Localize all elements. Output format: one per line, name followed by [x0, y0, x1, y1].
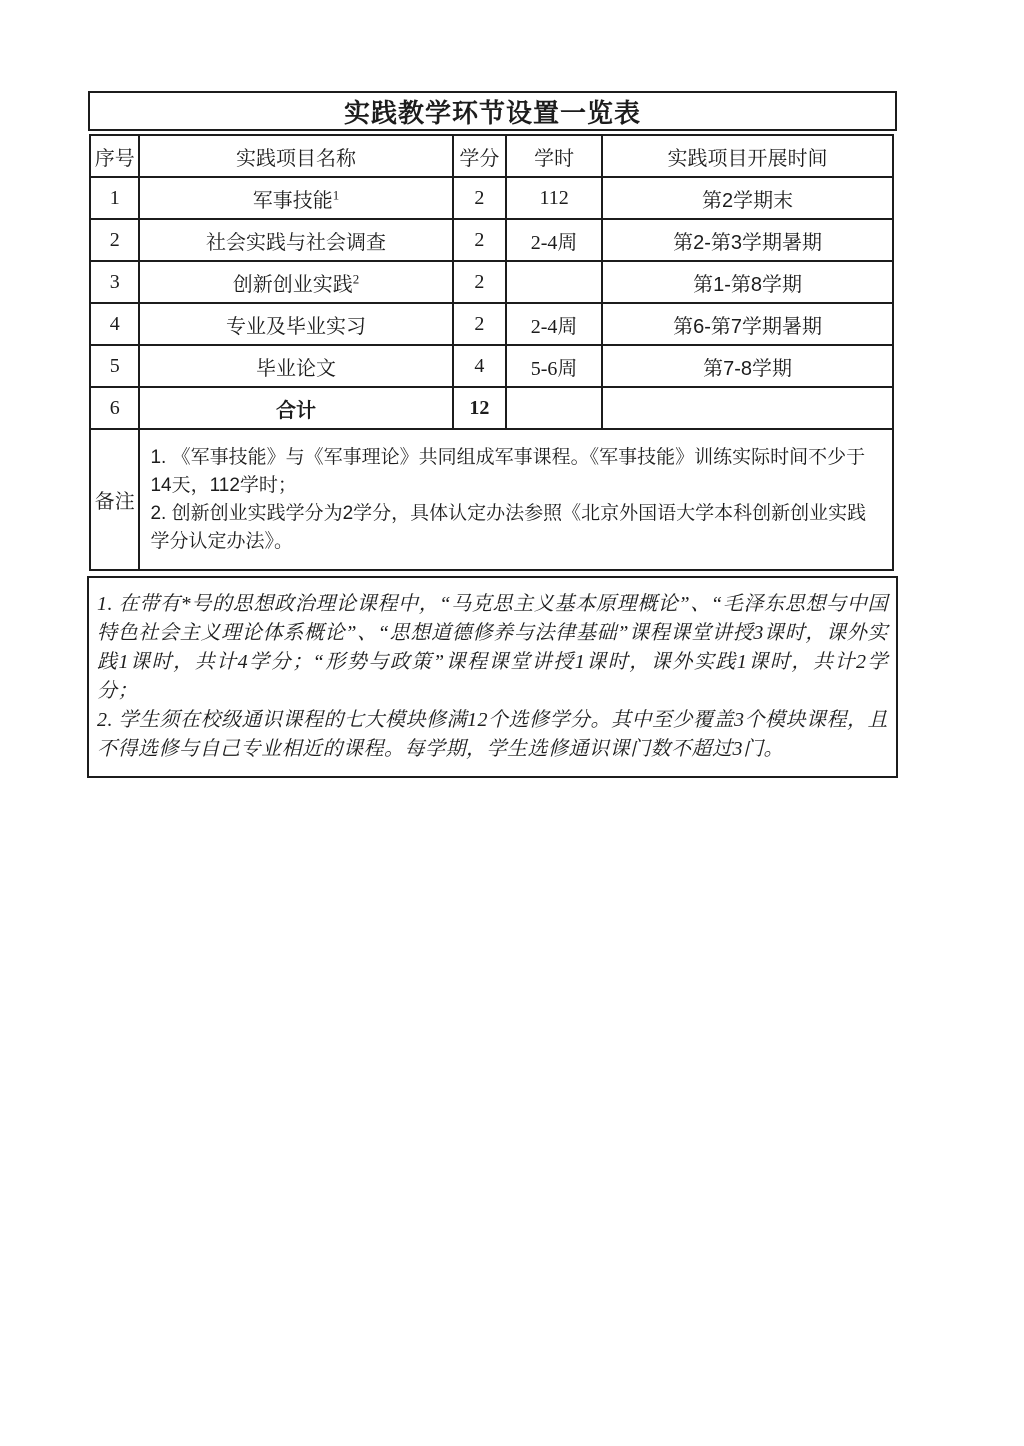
remark-line-2: 2. 创新创业实践学分为2学分，具体认定办法参照《北京外国语大学本科创新创业实践学分认定办法》。 [150, 502, 867, 552]
cell-hours [506, 261, 602, 303]
cell-schedule: 第2学期末 [602, 177, 893, 219]
cell-seq-no: 2 [90, 219, 139, 261]
cell-hours: 2-4周 [506, 219, 602, 261]
cell-project-name [139, 219, 452, 261]
cell-seq-no: 6 [90, 387, 139, 429]
cell-schedule: 第6-第7学期暑期 [602, 303, 893, 345]
header-schedule: 实践项目开展时间 [602, 135, 893, 177]
cell-schedule: 第1-第8学期 [602, 261, 893, 303]
remark-content [139, 429, 893, 570]
cell-seq-no: 3 [90, 261, 139, 303]
table-row [90, 345, 893, 387]
remark-label: 备注 [90, 429, 139, 570]
cell-hours [506, 387, 602, 429]
remark-line-1: 1. 《军事技能》与《军事理论》共同组成军事课程。《军事技能》训练实际时间不少于14天，112学时； [150, 446, 866, 496]
table-title: 实践教学环节设置一览表 [88, 91, 897, 131]
cell-schedule: 第2-第3学期暑期 [602, 219, 893, 261]
cell-credits: 2 [453, 219, 507, 261]
table-row [90, 303, 893, 345]
cell-hours: 5-6周 [506, 345, 602, 387]
cell-seq-no: 1 [90, 177, 139, 219]
cell-credits: 2 [453, 177, 507, 219]
table-row [90, 177, 893, 219]
cell-project-name [139, 261, 452, 303]
table-row [90, 261, 893, 303]
header-project-name: 实践项目名称 [139, 135, 452, 177]
cell-project-name [139, 345, 452, 387]
practical-teaching-table [89, 134, 894, 571]
header-credits: 学分 [453, 135, 507, 177]
project-name-text: 创新创业实践 [232, 273, 353, 296]
footnote-paragraph-1: 1. 在带有*号的思想政治理论课程中，“马克思主义基本原理概论”、“毛泽东思想与中国特色社会主义理论体系概论”、“思想道德修养与法律基础”课程课堂讲授3课时，课外实践1课时，共计4学分；“形势与政策”课程课堂讲授1课时，课外实践1课时，共计2学分； [97, 593, 888, 702]
cell-total-label [139, 387, 452, 429]
footnotes-box [87, 576, 898, 778]
table-row-total [90, 387, 893, 429]
cell-project-name [139, 177, 452, 219]
cell-credits: 2 [453, 303, 507, 345]
cell-seq-no: 5 [90, 345, 139, 387]
total-label-text: 合计 [276, 399, 317, 422]
project-name-text: 专业及毕业实习 [226, 315, 367, 338]
project-name-text: 军事技能 [252, 189, 333, 212]
footnote-paragraph-2: 2. 学生须在校级通识课程的七大模块修满12个选修学分。其中至少覆盖3个模块课程，且不得选修与自己专业相近的课程。每学期，学生选修通识课门数不超过3门。 [97, 709, 888, 760]
practical-teaching-document [88, 91, 897, 778]
project-name-text: 毕业论文 [256, 357, 337, 380]
cell-schedule: 第7-8学期 [602, 345, 893, 387]
header-hours: 学时 [506, 135, 602, 177]
cell-hours: 2-4周 [506, 303, 602, 345]
table-header-row [90, 135, 893, 177]
cell-total-credits: 12 [453, 387, 507, 429]
footnote-marker: 1 [332, 186, 340, 202]
cell-credits: 4 [453, 345, 507, 387]
cell-seq-no: 4 [90, 303, 139, 345]
cell-credits: 2 [453, 261, 507, 303]
cell-hours: 112 [506, 177, 602, 219]
remark-row [90, 429, 893, 570]
cell-project-name [139, 303, 452, 345]
project-name-text: 社会实践与社会调查 [206, 231, 387, 254]
table-row [90, 219, 893, 261]
header-seq-no: 序号 [90, 135, 139, 177]
cell-schedule [602, 387, 893, 429]
footnote-marker: 2 [352, 270, 360, 286]
